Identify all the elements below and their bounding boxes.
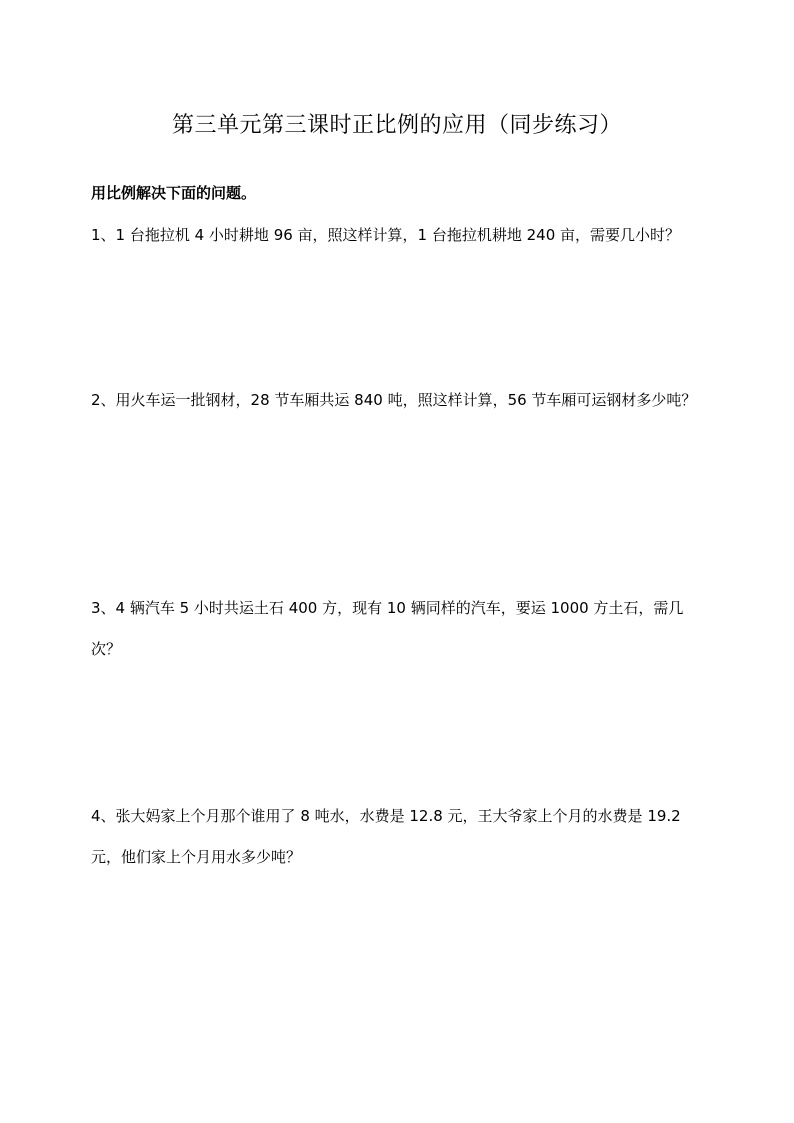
question-3: 3、4 辆汽车 5 小时共运土石 400 方，现有 10 辆同样的汽车，要运 1000 方土石，需几次？: [91, 599, 684, 658]
question-1: 1、1 台拖拉机 4 小时耕地 96 亩，照这样计算，1 台拖拉机耕地 240 亩，需要几小时？: [91, 226, 681, 244]
page-title: 第三单元第三课时正比例的应用（同步练习）: [171, 113, 622, 138]
question-4: 4、张大妈家上个月那个谁用了 8 吨水，水费是 12.8 元，王大爷家上个月的水费是 19.2 元，他们家上个月用水多少吨？: [91, 807, 681, 866]
question-2: 2、用火车运一批钢材，28 节车厢共运 840 吨，照这样计算，56 节车厢可运钢材多少吨？: [91, 391, 697, 409]
instruction-text: 用比例解决下面的问题。: [91, 184, 257, 202]
